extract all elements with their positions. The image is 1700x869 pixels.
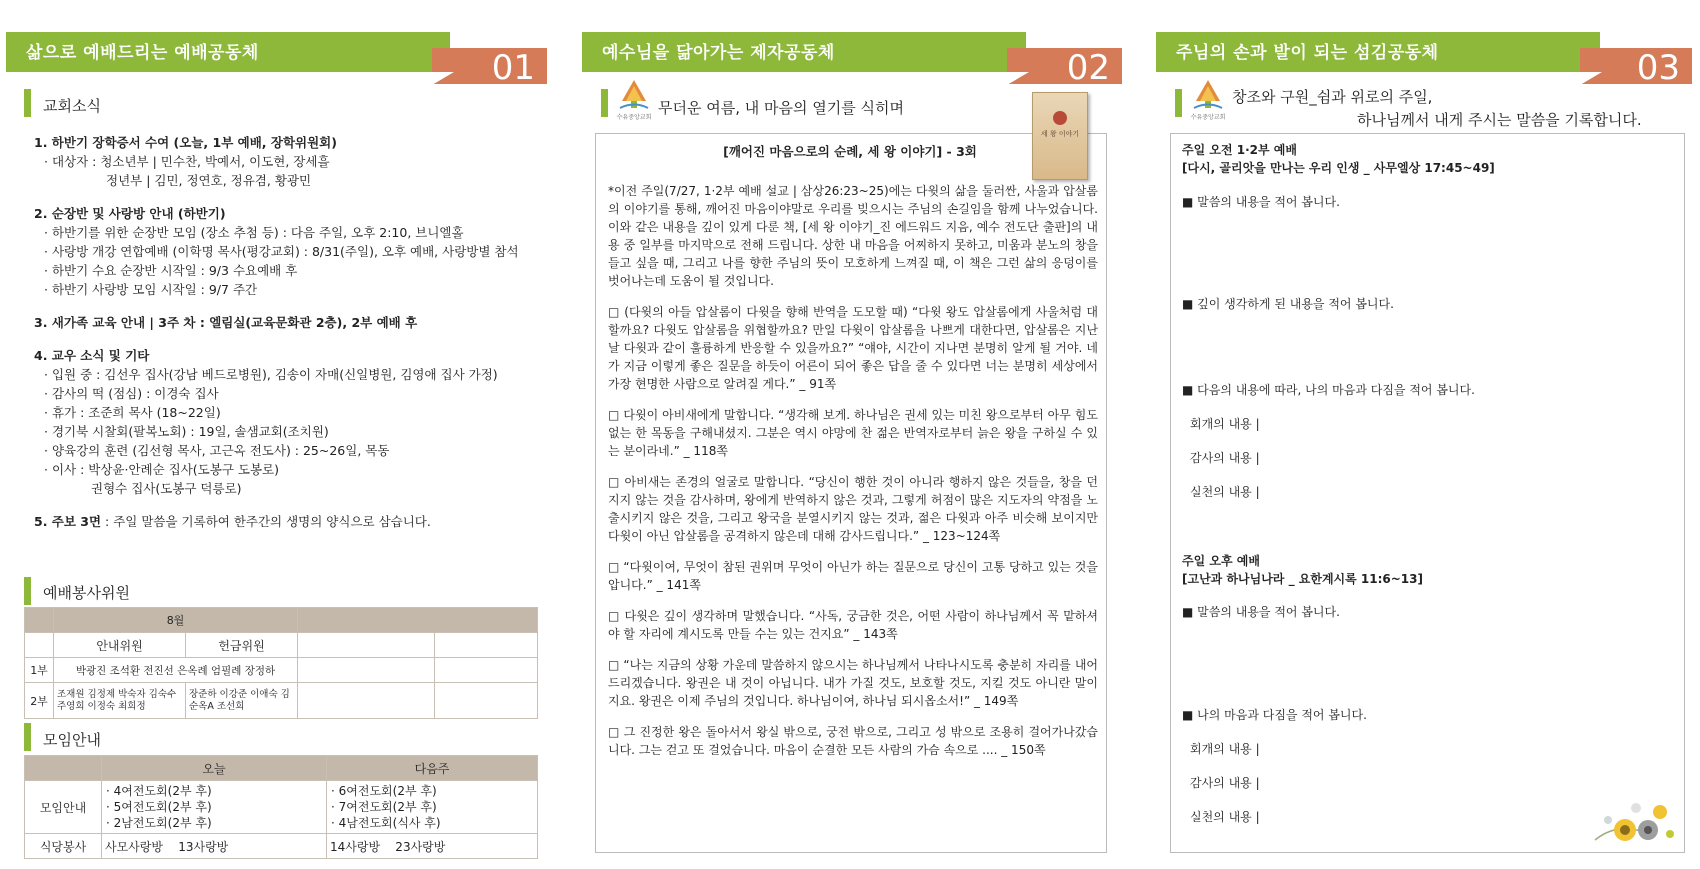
news-item: · 휴가 : 조준희 목사 (18~22일) (44, 405, 221, 420)
news-item: · 양육강의 훈련 (김선형 목사, 고근옥 전도사) : 25~26일, 목동 (44, 443, 390, 458)
am-prompt-2: ■ 깊이 생각하게 된 내용을 적어 봅니다. (1182, 297, 1394, 311)
book-cover-title: 세 왕 이야기 (1040, 130, 1080, 138)
news-item: · 입원 중 : 김선우 집사(강남 베드로병원), 김송이 자매(신일병원, 김영애 집사 가정) (44, 367, 498, 382)
am-prompt-1: ■ 말씀의 내용을 적어 봅니다. (1182, 195, 1340, 209)
news-item: · 감사의 떡 (점심) : 이경숙 집사 (44, 386, 219, 401)
am-practice-field[interactable]: 실천의 내용 | (1190, 485, 1260, 499)
meeting-today-item: · 5여전도회(2부 후) (106, 800, 212, 814)
panel2-paragraph: □ 그 진정한 왕은 돌아서서 왕실 밖으로, 궁전 밖으로, 그리고 성 밖으로 조용히 걸어가나갔습니다. 그는 걷고 또 걸었습니다. 마음이 순결한 모든 사람의 가슴 속으로 .... _ 150쪽 (608, 725, 1098, 757)
worship-table (24, 607, 538, 719)
worship-corner (25, 608, 54, 633)
panel2-paragraph: *이전 주일(7/27, 1·2부 예배 설교 | 삼상26:23~25)에는 다윗의 삶을 둘러싼, 사울과 압살롬의 이야기를 통해, 깨어진 마음이야말로 우리를 빚으시는 주님의 손길임을 함께 나누었습니다. 이와 같은 내용을 깊이 있게 다룬 책, [세 왕 이야기_진 에드워드 지음, 예수 전도단 출판]의 내용 중 일부를 마지막으로 전해 드립니다. 상한 내 마음을 어찌하지 못하고, 미움과 분노의 창을 들고 싶을 때, 그리고 나를 향한 주님의 뜻이 모호하게 느껴질 때, 이 책은 그런 삶의 응덩이를 벗어나는데 도움이 될 것입니다. (608, 184, 1098, 288)
panel2-body (608, 182, 1098, 772)
panel2-number: 02 (1066, 48, 1110, 88)
pm-prompt-1: ■ 말씀의 내용을 적어 봅니다. (1182, 605, 1340, 619)
am-head: 주일 오전 1·2부 예배 (1182, 143, 1297, 157)
panel2-box-title: [깨어진 마음으로의 순례, 세 왕 이야기] - 3회 (723, 144, 977, 159)
worship-row1-label: 1부 (25, 658, 54, 683)
panel2-subtitle: 무더운 여름, 내 마음의 열기를 식히며 (658, 99, 904, 117)
news-head-4: 4. 교우 소식 및 기타 (34, 348, 150, 363)
meeting-heading-bar (24, 723, 31, 751)
am-repent-field[interactable]: 회개의 내용 | (1190, 417, 1260, 431)
news-head-3: 3. 새가족 교육 안내 | 3주 차 : 엘림실(교육문화관 2층), 2부 예배 후 (34, 315, 418, 330)
panel2-paragraph: □ 아비새는 존경의 얼굴로 말합니다. “당신이 행한 것이 아니라 행하지 않은 것들을, 창을 던지지 않는 것을 감사하며, 왕에게 반역하지 않은 것과, 그렇게 허점이 많은 지도자의 약점을 노출시키지 않은 것을, 그리고 왕국을 분열시키지 않는 것과, 젊은 다윗과 아주 비슷해 보이지만 다윗이 아닌 압살롬을 공격하지 않은데 대해 감사드립니다.” _ 123~124쪽 (608, 475, 1098, 543)
panel2-notch (1007, 72, 1029, 85)
panel2-paragraph: □ “나는 지금의 상황 가운데 말씀하지 않으시는 하나님께서 나타나시도록 충분히 자리를 내어 드리겠습니다. 왕권은 내 것이 아닙니다. 내가 가질 것도, 보호할 것도, 지킬 것도 아니란 말이지요. 왕권은 이제 주님의 것입니다. 하나님이여, 하나님 되시옵소서!” _ 149쪽 (608, 658, 1098, 708)
worship-month: 8월 (54, 608, 298, 633)
worship-blank-head (298, 608, 538, 633)
meeting-next-head: 다음주 (327, 756, 538, 781)
meeting-next-list (327, 781, 538, 834)
worship-col1: 안내위원 (54, 633, 186, 658)
meeting-today-list (102, 781, 327, 834)
worship-heading: 예배봉사위원 (43, 584, 130, 602)
panel2-paragraph: □ 다윗은 깊이 생각하며 말했습니다. “사독, 궁금한 것은, 어떤 사람이 하나님께서 꼭 맡하셔야 할 자리에 계시도록 만들 수는 있는 건지요” _ 143쪽 (608, 609, 1098, 641)
meeting-next-item: · 4남전도회(식사 후) (331, 816, 441, 830)
news-item: · 대상자 : 청소년부 | 민수찬, 박예서, 이도현, 장세흘 (44, 154, 330, 169)
pm-sermon: [고난과 하나님나라 _ 요한계시록 11:6~13] (1182, 572, 1423, 586)
panel3-number: 03 (1636, 48, 1680, 88)
meal-label: 식당봉사 (25, 834, 102, 859)
news-item: · 경기북 시찰회(팔복노회) : 19일, 솔샘교회(조치원) (44, 424, 329, 439)
panel1-title: 삶으로 예배드리는 예배공동체 (26, 43, 259, 63)
worship-heading-bar (24, 577, 31, 605)
panel2-subtitle-bar (601, 89, 608, 117)
news-item: · 하반기를 위한 순장반 모임 (장소 추첨 등) : 다음 주일, 오후 2:10, 브니엘홀 (44, 225, 464, 240)
news-head-5-tail: : 주일 말씀을 기록하여 한주간의 생명의 양식으로 삼습니다. (101, 514, 431, 529)
panel3-subtitle-bar (1175, 89, 1182, 117)
worship-row2-col2: 장준하 이강준 이애숙 김순옥A 조선희 (186, 683, 298, 719)
meeting-today-head: 오늘 (102, 756, 327, 781)
meal-next: 14사랑방 23사랑방 (327, 834, 538, 859)
meeting-corner (25, 756, 102, 781)
panel2-title-band (582, 32, 1026, 72)
worship-col2: 헌금위원 (186, 633, 298, 658)
meeting-next-item: · 7여전도회(2부 후) (331, 800, 437, 814)
worship-row2-col1: 조재원 김정제 박숙자 김숙수 주영희 이정숙 최희정 (54, 683, 186, 719)
worship-row1-value: 박광진 조석환 전진선 은옥례 엄필례 장정하 (54, 658, 298, 683)
news-heading-bar (24, 89, 31, 117)
pm-repent-field[interactable]: 회개의 내용 | (1190, 742, 1260, 756)
pm-practice-field[interactable]: 실천의 내용 | (1190, 810, 1260, 824)
meeting-today-item: · 4여전도회(2부 후) (106, 784, 212, 798)
news-item: · 하반기 수요 순장반 시작일 : 9/3 수요예배 후 (44, 263, 298, 278)
panel3-title-band (1156, 32, 1600, 72)
news-item: 정년부 | 김민, 정연호, 정유겸, 황광민 (106, 173, 312, 188)
panel3-subtitle-2: 하나님께서 내게 주시는 말씀을 기록합니다. (1357, 111, 1642, 129)
flower-decoration-icon (1590, 790, 1680, 848)
meeting-table (24, 755, 538, 859)
meeting-row-label: 모임안내 (25, 781, 102, 834)
panel1-title-band (6, 32, 450, 72)
worship-blank (435, 683, 538, 719)
panel2-paragraph: □ 다윗이 아비새에게 말합니다. “생각해 보게. 하나님은 권세 있는 미친 왕으로부터 아무 힘도 없는 한 목동을 구해내셨지. 그분은 역시 야망에 찬 젊은 반역자로부터 늙은 왕을 구하실 수 있는 분이라네.” _ 118쪽 (608, 408, 1098, 458)
book-crown-icon (1053, 111, 1067, 125)
church-logo-icon (1188, 77, 1228, 121)
worship-row2-label: 2부 (25, 683, 54, 719)
panel1-number: 01 (491, 48, 535, 88)
panel1-notch (432, 72, 454, 85)
pm-thanks-field[interactable]: 감사의 내용 | (1190, 776, 1260, 790)
am-prompt-3: ■ 다음의 내용에 따라, 나의 마음과 다짐을 적어 봅니다. (1182, 383, 1475, 397)
worship-blank (435, 658, 538, 683)
news-heading: 교회소식 (43, 97, 101, 115)
news-head-2: 2. 순장반 및 사랑방 안내 (하반기) (34, 206, 226, 221)
panel2-paragraph: □ “다윗이여, 무엇이 참된 권위며 무엇이 아닌가 하는 질문으로 당신이 고통 당하고 있는 것을 압니다.” _ 141쪽 (608, 560, 1098, 592)
news-head-1: 1. 하반기 장학증서 수여 (오늘, 1부 예배, 장학위원회) (34, 135, 337, 150)
panel3-subtitle-1: 창조와 구원_쉼과 위로의 주일, (1232, 88, 1433, 106)
worship-blank (298, 658, 435, 683)
church-news (34, 133, 549, 545)
panel3-title: 주님의 손과 발이 되는 섬김공동체 (1176, 43, 1439, 63)
book-cover-image (1032, 92, 1088, 180)
news-item: · 하반기 사랑방 모임 시작일 : 9/7 주간 (44, 282, 258, 297)
church-logo-text: 수유중앙교회 (616, 114, 652, 121)
pm-prompt-2: ■ 나의 마음과 다짐을 적어 봅니다. (1182, 708, 1367, 722)
news-item: · 사랑방 개강 연합예배 (이학명 목사(평강교회) : 8/31(주일), 오후 예배, 사랑방별 참석 (44, 244, 519, 259)
meal-today: 사모사랑방 13사랑방 (102, 834, 327, 859)
news-item: 권형수 집사(도봉구 덕릉로) (91, 481, 242, 496)
news-head-5: 5. 주보 3면 (34, 514, 102, 529)
pm-head: 주일 오후 예배 (1182, 554, 1260, 568)
meeting-heading: 모임안내 (43, 731, 101, 749)
panel3-notch (1580, 72, 1602, 85)
am-sermon: [다시, 골리앗을 만나는 우리 인생 _ 사무엘상 17:45~49] (1182, 161, 1495, 175)
meeting-next-item: · 6여전도회(2부 후) (331, 784, 437, 798)
worship-blank (298, 633, 435, 658)
am-thanks-field[interactable]: 감사의 내용 | (1190, 451, 1260, 465)
worship-blank (25, 633, 54, 658)
panel2-title: 예수님을 닮아가는 제자공동체 (602, 43, 835, 63)
worship-blank (298, 683, 435, 719)
church-logo-icon (614, 77, 654, 121)
meeting-today-item: · 2남전도회(2부 후) (106, 816, 212, 830)
worship-blank (435, 633, 538, 658)
church-logo-text: 수유중앙교회 (1190, 114, 1226, 121)
news-item: · 이사 : 박상윤·안례순 집사(도봉구 도봉로) (44, 462, 279, 477)
panel2-paragraph: □ (다윗의 아들 압살롬이 다윗을 향해 반역을 도모할 때) “다윗 왕도 압살롬에게 사울처럼 대할까요? 다윗도 압살롬을 위협할까요? 만일 다윗이 압살롬을 나쁘게 대한다면, 압살롬은 지난날 다윗과 같이 훌륭하게 반응할 수 있을까요?” “얘야, 시간이 지나면 분명히 알게 될 거야. 네가 지금 이렇게 좋은 질문을 하듯이 어른이 되어 좋은 답을 줄 수 있다면 너는 분명히 세상에서 가장 현명한 사람으로 알려질 게다.” _ 91쪽 (608, 305, 1098, 391)
